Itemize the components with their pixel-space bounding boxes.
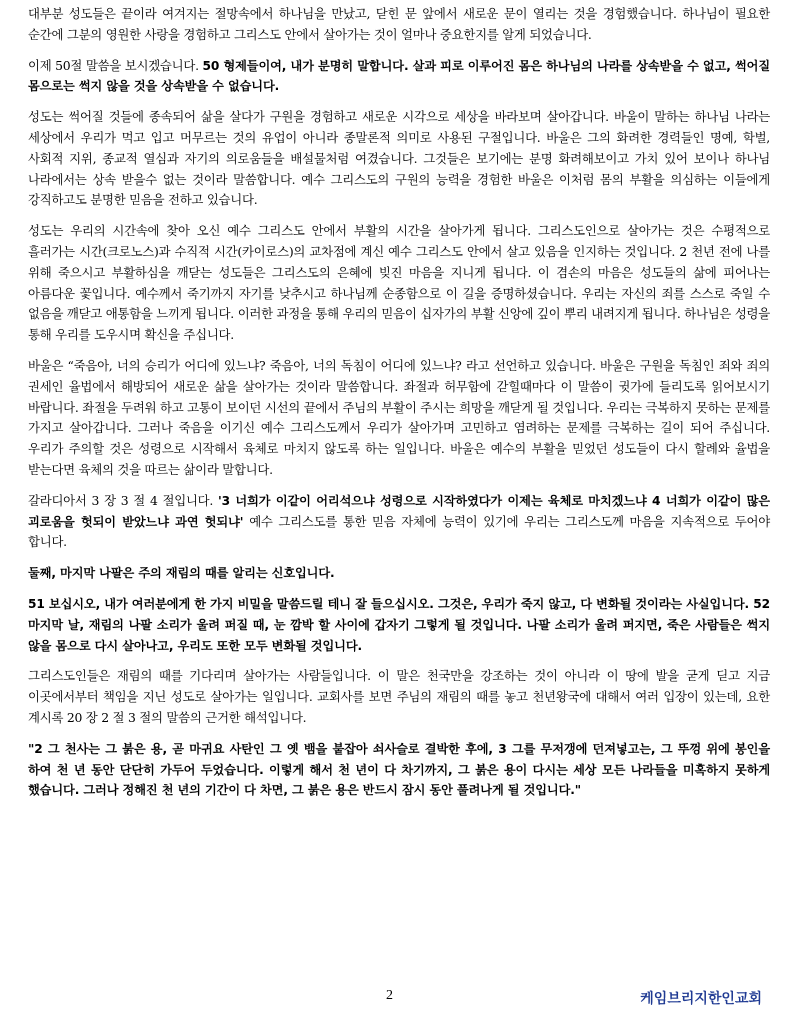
page-number: 2	[386, 988, 393, 1003]
paragraph-6-intro: 갈라디아서 3 장 3 절 4 절입니다.	[28, 492, 219, 508]
paragraph-6-scripture: '3 너희가 이같이 어리석으냐 성령으로 시작하였다가 이제는 육체로 마치겠느냐 4 너희가 이같이 많은 괴로움을 헛되이 받았느냐 과연 헛되냐'	[28, 493, 770, 529]
paragraph-scripture-51-52: 51 보십시오, 내가 여러분에게 한 가지 비밀을 말씀드릴 테니 잘 들으십시오. 그것은, 우리가 죽지 않고, 다 변화될 것이라는 사실입니다. 52 마지막 날, 재림의 나팔 소리가 울려 퍼질 때, 눈 깜박 할 사이에 갑자기 그렇게 될 것입니다. 나팔 소리가 울려 퍼지면, 죽은 사람들은 썩지 않을 몸으로 다시 살아나고, 우리도 또한 모두 변화될 것입니다.	[28, 596, 770, 653]
paragraph-2	[28, 56, 770, 98]
paragraph-2-intro: 이제 50절 말씀을 보시겠습니다.	[28, 57, 203, 73]
page-footer	[0, 988, 792, 1012]
paragraph-6-rest: 예수 그리스도를 통한 믿음 자체에 능력이 있기에 우리는 그리스도께 마음을 지속적으로 두어야 합니다.	[28, 513, 770, 550]
paragraph-5: 바울은 “죽음아, 너의 승리가 어디에 있느냐? 죽음아, 너의 독침이 어디에 있느냐? 라고 선언하고 있습니다. 바울은 구원을 독침인 죄와 죄의 권세인 율법에서 해방되어 새로운 삶을 살아가는 것이라 말씀합니다. 좌절과 허무함에 갇힐때마다 이 말씀이 귓가에 들리도록 읽어보시기 바랍니다. 좌절을 두려워 하고 고통이 보이던 시선의 끝에서 주님의 부활이 주시는 희망을 깨닫게 될 것입니다. 우리는 극복하지 못하는 문제를 가지고 살아갑니다. 그러나 죽음을 이기신 예수 그리스도께서 우리가 살아가며 고민하고 염려하는 문제를 극복하는 길이 되어 주십니다. 우리가 주의할 것은 성령으로 시작해서 육체로 마치지 않도록 하는 일입니다. 바울은 예수의 부활을 믿었던 성도들이 다시 할례와 율법을 받는다면 육체의 것을 따르는 삶이라 말합니다.	[28, 357, 770, 477]
paragraph-3: 성도는 썩어질 것들에 종속되어 삶을 살다가 구원을 경험하고 새로운 시각으로 세상을 바라보며 살아갑니다. 바울이 말하는 하나님 나라는 세상에서 우리가 먹고 입고 머무르는 것의 유업이 아니라 종말론적 의미로 사용된 구절입니다. 바울은 그의 화려한 경력들인 명예, 학벌, 사회적 지위, 종교적 열심과 자기의 의로움들을 배설물처럼 여겼습니다. 그것들은 보기에는 분명 화려해보이고 가치 있어 보이나 하나님 나라에서는 상속 받을수 없는 것이라 말씀합니다. 예수 그리스도의 구원의 능력을 경험한 바울은 이처럼 몸의 부활을 의심하는 이들에게 강직하고도 분명한 믿음을 전하고 있습니다.	[28, 109, 770, 208]
paragraph-9: 그리스도인들은 재림의 때를 기다리며 살아가는 사람들입니다. 이 말은 천국만을 강조하는 것이 아니라 이 땅에 발을 굳게 딛고 지금 이곳에서부터 책임을 지닌 성도로 살아가는 일입니다. 교회사를 보면 주님의 재림의 때를 놓고 천년왕국에 대해서 여러 입장이 있는데, 요한 계시록 20 장 2 절 3 절의 말씀의 근거한 해석입니다.	[28, 668, 770, 725]
paragraph-6	[28, 491, 770, 553]
church-name: 케임브리지한인교회	[640, 991, 762, 1007]
paragraph-1: 대부분 성도들은 끝이라 여겨지는 절망속에서 하나님을 만났고, 닫힌 문 앞에서 새로운 문이 열리는 것을 경험했습니다. 하나님이 필요한 순간에 그분의 영원한 사랑을 경험하고 그리스도 안에서 살아가는 것이 얼마나 중요한지를 알게 되었습니다.	[28, 6, 770, 42]
section-heading: 둘째, 마지막 나팔은 주의 재림의 때를 알리는 신호입니다.	[28, 566, 335, 581]
paragraph-4: 성도는 우리의 시간속에 찾아 오신 예수 그리스도 안에서 부활의 시간을 살아가게 됩니다. 그리스도인으로 살아가는 것은 수평적으로 흘러가는 시간(크로노스)과 수직적 시간(카이로스)의 교차점에 계신 예수 그리스도 안에서 살고 있음을 인지하는 것입니다. 2 천년 전에 나를 위해 죽으시고 부활하심을 깨닫는 성도들은 그리스도의 은혜에 빚진 마음을 지니게 됩니다. 이 겸손의 마음은 성도들의 삶에 피어나는 아름다운 꽃입니다. 예수께서 죽기까지 자기를 낮추시고 하나님께 순종함으로 이 길을 증명하셨습니다. 우리는 자신의 죄를 스스로 죽일 수 없음을 깨닫고 애통함을 느끼게 됩니다. 이러한 과정을 통해 우리의 믿음이 십자가의 부활 신앙에 깊이 뿌리 내려지게 됩니다. 하나님은 성령을 통해 우리를 도우시며 확신을 주십니다.	[28, 223, 770, 343]
paragraph-scripture-revelation: "2 그 천사는 그 붉은 용, 곧 마귀요 사탄인 그 옛 뱀을 붙잡아 쇠사슬로 결박한 후에, 3 그를 무저갱에 던져넣고는, 그 뚜껑 위에 봉인을 하여 천 년 동안 단단히 가두어 두었습니다. 이렇게 해서 천 년이 다 차기까지, 그 붉은 용이 다시는 세상 모든 나라들을 미혹하지 못하게 했습니다. 그러나 정해진 천 년의 기간이 다 차면, 그 붉은 용은 반드시 잠시 동안 풀려나게 될 것입니다."	[28, 741, 770, 798]
paragraph-2-scripture: 50 형제들이여, 내가 분명히 말합니다. 살과 피로 이루어진 몸은 하나님의 나라를 상속받을 수 없고, 썩어질 몸으로는 썩지 않을 것을 상속받을 수 없습니다.	[28, 58, 770, 94]
